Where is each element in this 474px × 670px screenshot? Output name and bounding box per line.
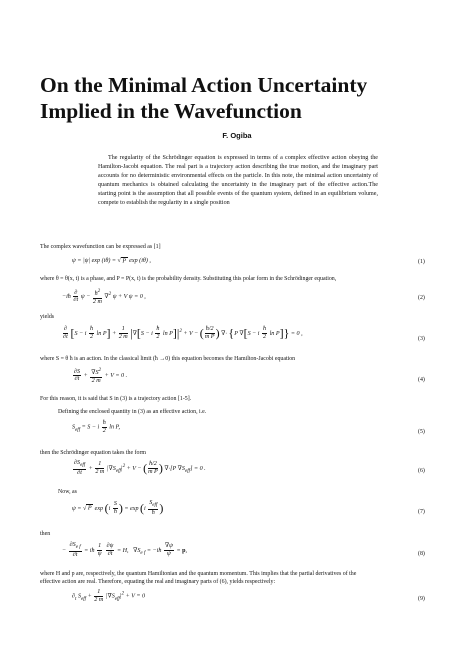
equation-6: $\frac{\partial S_{eff}}{\partial t}$ + $\frac{1}{2 m}$ $|\nabla S_{eff}|^2 + V$ − ( $\frac{ħ/2}{\text{m P}}$ ) ∇·[P $\nabla S_{eff}] = 0$ . (74, 460, 206, 477)
equation-number-6: (6) (418, 468, 425, 474)
paragraph-1: The complex wavefunction can be expressed as [1] (40, 244, 161, 250)
paragraph-2: where θ = θ(x, t) is a phase, and P = P(x, t) is the probability density. Substituting this polar form in the Schrödinger equation, (40, 276, 337, 282)
equation-number-1: (1) (418, 259, 425, 265)
equation-number-9: (9) (418, 596, 425, 602)
paragraph-7: then the Schrödinger equation takes the form (40, 450, 146, 456)
paragraph-6: Defining the enclosed quantity in (3) as an effective action, i.e. (58, 409, 207, 415)
equation-7: ψ = √ P exp (i $\frac{S}{ħ}$ ) = exp (i $\frac{S_{eff}}{ħ}$ ) (72, 500, 164, 517)
equation-number-5: (5) (418, 429, 425, 435)
equation-4: $\frac{\partial S}{\partial t}$ + $\frac{\nabla S^2}{2 m}$ + V = 0 . (74, 367, 128, 384)
equation-number-3: (3) (418, 336, 425, 342)
paragraph-3: yields (40, 314, 55, 320)
equation-9: $\partial_t$ $S_{eff}$ + $\frac{1}{2 m}$ $|\nabla S_{eff}|^2 + V = 0$ (72, 589, 146, 603)
paragraph-5: For this reason, it is said that S in (3) is a trajectory action [1-5]. (40, 396, 192, 402)
paragraph-8: Now, as (58, 489, 77, 495)
equation-5: $S_{eff} = S - i$ $\frac{ħ}{2}$ ln P, (72, 420, 121, 434)
paragraph-10: where H and p are, respectively, the quantum Hamiltonian and the quantum momentum. This implies that the partial derivatives of the (40, 571, 357, 577)
paragraph-11: effective action are real. Therefore, equating the real and imaginary parts of (6), yields respectively: (40, 579, 276, 585)
equation-2: −iħ $\frac{\partial}{\partial t}$ ψ − $\frac{ħ^2}{2 m}$ ∇$^2$ ψ + V ψ = 0 , (62, 288, 146, 305)
equation-number-8: (8) (418, 551, 425, 557)
paper-title: On the Minimal Action Uncertainty Implied in the Wavefunction (40, 73, 368, 123)
equation-number-7: (7) (418, 509, 425, 515)
equation-number-4: (4) (418, 377, 425, 383)
paragraph-4: where S = θ ħ is an action. In the classical limit (ħ →0) this equation becomes the Hamilton-Jacobi equation (40, 356, 296, 362)
abstract: The regularity of the Schrödinger equation is expressed in terms of a complex effective action obeying the Hamilton-Jacobi equation. The real part is a trajectory action describing the true motion, and the imaginary part accounts for no deterministic environmental effects on the particle. In this note, the minimal action uncertainty of quantum mechanics is obtained calculating the uncertainty in the imaginary part of the effective action.The starting point is the assumption that all possible events of the quantum system, defined in an equilibrium volume, compete to establish the regularity in a single position (98, 155, 378, 206)
equation-1: ψ = |ψ| exp (iθ) = √ P exp (iθ) , (72, 258, 151, 264)
paragraph-9: then (40, 531, 51, 537)
author-name: F. Ogiba (222, 131, 252, 140)
equation-number-2: (2) (418, 295, 425, 301)
equation-3: $\frac{\partial}{\partial t}$ [S − i $\frac{ħ}{2}$ ln P] + $\frac{1}{2 m}$ |∇[S − i $\frac{ħ}{2}$ $\ln P]|^2 + V$ − ( $\frac{ħ/2}{\text{m P}}$ ) ∇· {P ∇[S − i $\frac{ħ}{2}$ ln P]} = 0 , (63, 326, 303, 340)
equation-8: − $\frac{\partial S_{e f}}{\partial t}$ = iħ $\frac{1}{\psi}$ $\frac{\partial\psi}{\partial t}$ = H, $\nabla S_{e f}$ = −iħ $\frac{\nabla\psi}{\psi}$ = p, (62, 542, 188, 559)
